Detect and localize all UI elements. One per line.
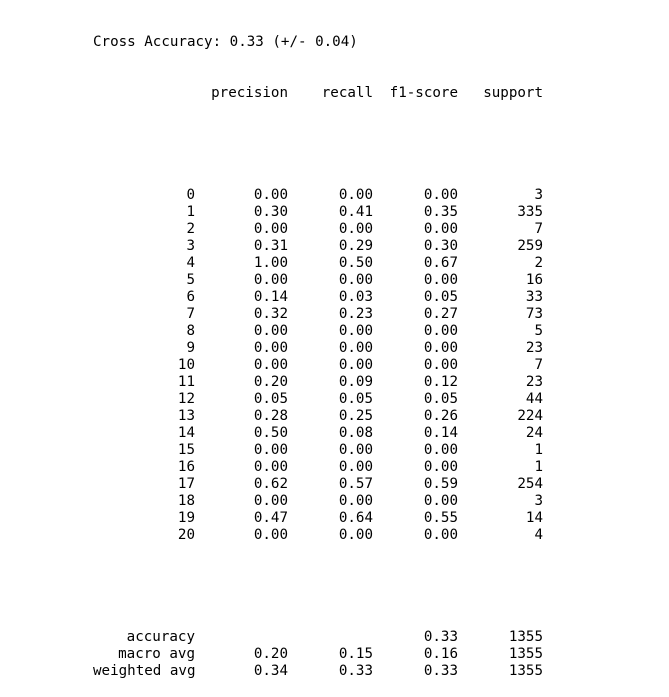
row-label: 3 — [186, 238, 195, 254]
class-row — [93, 323, 543, 340]
f1-score-value: 0.35 — [423, 204, 458, 220]
recall-value: 0.00 — [338, 187, 373, 203]
support-value: 23 — [525, 374, 543, 390]
recall-value: 0.08 — [338, 425, 373, 441]
support-value: 7 — [534, 357, 543, 373]
precision-value: 0.05 — [253, 391, 288, 407]
precision-value: 0.00 — [253, 357, 288, 373]
support-value: 33 — [525, 289, 543, 305]
recall-value: 0.00 — [338, 442, 373, 458]
support-value: 7 — [534, 221, 543, 237]
cross-accuracy-title: Cross Accuracy: 0.33 (+/- 0.04) — [93, 34, 358, 50]
f1-score-value: 0.00 — [423, 272, 458, 288]
precision-value: 0.50 — [253, 425, 288, 441]
precision-value: 0.00 — [253, 221, 288, 237]
precision-value: 0.62 — [253, 476, 288, 492]
precision-value: 0.00 — [253, 340, 288, 356]
precision-value: 0.28 — [253, 408, 288, 424]
f1-score-value: 0.67 — [423, 255, 458, 271]
row-label: 13 — [177, 408, 195, 424]
recall-value: 0.00 — [338, 272, 373, 288]
recall-value: 0.41 — [338, 204, 373, 220]
support-value: 3 — [534, 493, 543, 509]
support-value: 5 — [534, 323, 543, 339]
recall-value: 0.00 — [338, 493, 373, 509]
blank-line — [93, 136, 543, 153]
precision-value: 0.31 — [253, 238, 288, 254]
class-row — [93, 527, 543, 544]
support-value: 1 — [534, 459, 543, 475]
f1-score-value: 0.00 — [423, 221, 458, 237]
f1-score-value: 0.05 — [423, 289, 458, 305]
support-value: 3 — [534, 187, 543, 203]
classification-report — [93, 0, 543, 697]
row-label: 9 — [186, 340, 195, 356]
recall-value: 0.15 — [338, 646, 373, 662]
blank-line — [93, 578, 543, 595]
class-row — [93, 238, 543, 255]
precision-value: 0.00 — [253, 187, 288, 203]
class-row — [93, 374, 543, 391]
support-value: 254 — [517, 476, 543, 492]
row-label: 0 — [186, 187, 195, 203]
recall-value: 0.00 — [338, 527, 373, 543]
recall-value: 0.33 — [338, 663, 373, 679]
support-value: 224 — [517, 408, 543, 424]
f1-score-value: 0.55 — [423, 510, 458, 526]
row-label: 1 — [186, 204, 195, 220]
recall-value: 0.25 — [338, 408, 373, 424]
f1-score-value: 0.33 — [423, 629, 458, 645]
class-row — [93, 306, 543, 323]
class-row — [93, 187, 543, 204]
class-row — [93, 204, 543, 221]
precision-value: 0.00 — [253, 527, 288, 543]
class-rows — [93, 187, 543, 544]
class-row — [93, 425, 543, 442]
f1-score-value: 0.12 — [423, 374, 458, 390]
f1-score-value: 0.00 — [423, 357, 458, 373]
class-row — [93, 493, 543, 510]
row-label: 8 — [186, 323, 195, 339]
support-value: 23 — [525, 340, 543, 356]
precision-value: 0.00 — [253, 323, 288, 339]
support-value: 2 — [534, 255, 543, 271]
recall-value: 0.03 — [338, 289, 373, 305]
support-value: 73 — [525, 306, 543, 322]
class-row — [93, 442, 543, 459]
precision-value: 0.14 — [253, 289, 288, 305]
support-value: 16 — [525, 272, 543, 288]
recall-value: 0.50 — [338, 255, 373, 271]
row-label: 4 — [186, 255, 195, 271]
header-f1-score: f1-score — [389, 85, 458, 101]
precision-value: 0.20 — [253, 646, 288, 662]
precision-value: 0.00 — [253, 493, 288, 509]
row-label: 10 — [177, 357, 195, 373]
recall-value: 0.00 — [338, 459, 373, 475]
f1-score-value: 0.05 — [423, 391, 458, 407]
recall-value: 0.64 — [338, 510, 373, 526]
recall-value: 0.23 — [338, 306, 373, 322]
recall-value: 0.57 — [338, 476, 373, 492]
support-value: 1 — [534, 442, 543, 458]
row-label: 18 — [177, 493, 195, 509]
support-value: 1355 — [508, 646, 543, 662]
recall-value: 0.05 — [338, 391, 373, 407]
support-value: 1355 — [508, 629, 543, 645]
row-label: 15 — [177, 442, 195, 458]
precision-value: 0.34 — [253, 663, 288, 679]
f1-score-value: 0.33 — [423, 663, 458, 679]
f1-score-value: 0.00 — [423, 187, 458, 203]
summary-row — [93, 646, 543, 663]
class-row — [93, 510, 543, 527]
row-label: 12 — [177, 391, 195, 407]
f1-score-value: 0.00 — [423, 493, 458, 509]
support-value: 259 — [517, 238, 543, 254]
summary-row — [93, 629, 543, 646]
row-label: macro avg — [118, 646, 195, 662]
summary-rows — [93, 629, 543, 680]
f1-score-value: 0.14 — [423, 425, 458, 441]
row-label: accuracy — [126, 629, 195, 645]
f1-score-value: 0.59 — [423, 476, 458, 492]
support-value: 14 — [525, 510, 543, 526]
f1-score-value: 0.30 — [423, 238, 458, 254]
class-row — [93, 357, 543, 374]
row-label: weighted avg — [93, 663, 196, 679]
header-recall: recall — [321, 85, 373, 101]
row-label: 7 — [186, 306, 195, 322]
support-value: 44 — [525, 391, 543, 407]
recall-value: 0.00 — [338, 340, 373, 356]
row-label: 14 — [177, 425, 195, 441]
precision-value: 0.32 — [253, 306, 288, 322]
header-precision: precision — [211, 85, 288, 101]
report-header-row — [93, 85, 543, 102]
support-value: 335 — [517, 204, 543, 220]
f1-score-value: 0.00 — [423, 442, 458, 458]
support-value: 24 — [525, 425, 543, 441]
row-label: 6 — [186, 289, 195, 305]
row-label: 11 — [177, 374, 195, 390]
row-label: 19 — [177, 510, 195, 526]
recall-value: 0.00 — [338, 221, 373, 237]
recall-value: 0.09 — [338, 374, 373, 390]
f1-score-value: 0.26 — [423, 408, 458, 424]
row-label: 2 — [186, 221, 195, 237]
support-value: 1355 — [508, 663, 543, 679]
f1-score-value: 0.16 — [423, 646, 458, 662]
f1-score-value: 0.00 — [423, 323, 458, 339]
class-row — [93, 408, 543, 425]
class-row — [93, 340, 543, 357]
class-row — [93, 289, 543, 306]
recall-value: 0.29 — [338, 238, 373, 254]
precision-value: 1.00 — [253, 255, 288, 271]
row-label: 20 — [177, 527, 195, 543]
class-row — [93, 391, 543, 408]
class-row — [93, 255, 543, 272]
class-row — [93, 459, 543, 476]
header-support: support — [483, 85, 543, 101]
f1-score-value: 0.00 — [423, 527, 458, 543]
support-value: 4 — [534, 527, 543, 543]
class-row — [93, 221, 543, 238]
f1-score-value: 0.27 — [423, 306, 458, 322]
class-row — [93, 476, 543, 493]
precision-value: 0.00 — [253, 459, 288, 475]
precision-value: 0.00 — [253, 272, 288, 288]
recall-value: 0.00 — [338, 323, 373, 339]
row-label: 5 — [186, 272, 195, 288]
precision-value: 0.00 — [253, 442, 288, 458]
summary-row — [93, 663, 543, 680]
row-label: 16 — [177, 459, 195, 475]
row-label: 17 — [177, 476, 195, 492]
class-row — [93, 272, 543, 289]
f1-score-value: 0.00 — [423, 340, 458, 356]
precision-value: 0.30 — [253, 204, 288, 220]
precision-value: 0.20 — [253, 374, 288, 390]
precision-value: 0.47 — [253, 510, 288, 526]
f1-score-value: 0.00 — [423, 459, 458, 475]
recall-value: 0.00 — [338, 357, 373, 373]
